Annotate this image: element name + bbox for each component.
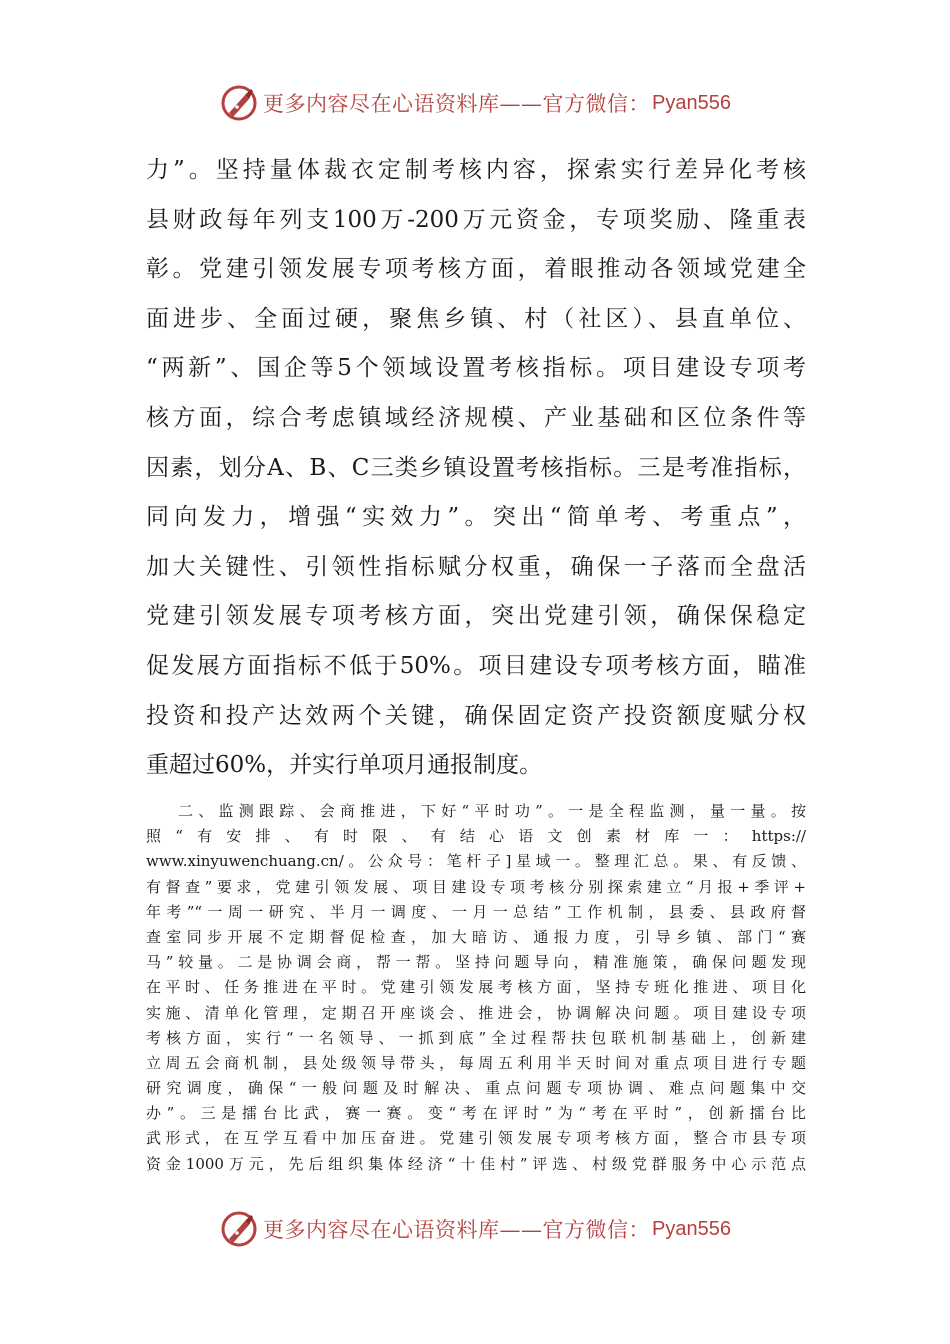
- text-line: 党建引领发展专项考核方面，突出党建引领，确保保稳定: [146, 603, 806, 630]
- text-line: 在平时、任务推进在平时。党建引领发展考核方面，坚持专班化推进、项目化: [146, 978, 806, 997]
- text-line: 面进步、全面过硬，聚焦乡镇、村（社区）、县直单位、: [146, 305, 806, 332]
- text-line: 重超过60%，并实行单项月通报制度。: [146, 752, 543, 779]
- text-line: 查室同步开展不定期督促检查，加大暗访、通报力度，引导乡镇、部门“赛: [146, 927, 806, 946]
- text-line: 因素，划分A、B、C三类乡镇设置考核指标。三是考准指标，: [146, 454, 806, 481]
- pen-nib-logo-icon: [219, 83, 259, 123]
- text-line: 照“有安排、有时限、有结心语文创素材库一：https://: [146, 827, 806, 846]
- banner-wechat-id: Pyan556: [652, 1217, 731, 1240]
- pen-nib-logo-icon: [219, 1209, 259, 1249]
- text-line: 有督查”要求，党建引领发展、项目建设专项考核分别探索建立“月报+季评+: [146, 877, 806, 896]
- text-line: 促发展方面指标不低于50%。项目建设专项考核方面，瞄准: [146, 652, 806, 679]
- text-line: 力”。坚持量体裁衣定制考核内容，探索实行差异化考核: [146, 157, 806, 183]
- text-line: 武形式，在互学互看中加压奋进。党建引领发展专项考核方面，整合市县专项: [146, 1129, 806, 1148]
- text-line: 考核方面，实行“一名领导、一抓到底”全过程帮扶包联机制基础上，创新建: [146, 1028, 806, 1047]
- text-line: 年考”“一周一研究、半月一调度、一月一总结”工作机制，县委、县政府督: [146, 902, 806, 921]
- header-banner: [0, 80, 950, 126]
- text-line: 投资和投产达效两个关键，确保固定资产投资额度赋分权: [146, 702, 806, 729]
- text-line: “两新”、国企等5个领域设置考核指标。项目建设专项考: [146, 355, 806, 382]
- banner-title: 更多内容尽在心语资料库——官方微信：: [263, 92, 651, 116]
- text-line: 县财政每年列支100万-200万元资金，专项奖励、隆重表: [146, 206, 806, 233]
- text-line: www.xinyuwenchuang.cn/。公众号：笔杆子]星域一。整理汇总。果、有反馈、: [146, 852, 806, 871]
- banner-wechat-id: Pyan556: [652, 91, 731, 114]
- text-line: 资金1000万元，先后组织集体经济“十佳村”评选、村级党群服务中心示范点: [146, 1154, 806, 1173]
- main-paragraph: [146, 146, 806, 791]
- text-line: 办”。三是擂台比武，赛一赛。变“考在评时”为“考在平时”，创新擂台比: [146, 1104, 806, 1123]
- text-line: 实施、清单化管理，定期召开座谈会、推进会，协调解决问题。项目建设专项: [146, 1003, 806, 1022]
- text-line: 彰。党建引领发展专项考核方面，着眼推动各领域党建全: [146, 256, 806, 283]
- text-line: 二、监测跟踪、会商推进，下好“平时功”。一是全程监测，量一量。按: [178, 802, 806, 820]
- text-line: 同向发力，增强“实效力”。突出“简单考、考重点”，: [146, 504, 806, 531]
- text-line: 马”较量。二是协调会商，帮一帮。坚持问题导向，精准施策，确保问题发现: [146, 953, 806, 972]
- section-paragraph: [146, 799, 806, 1177]
- footer-banner: [0, 1206, 950, 1252]
- text-line: 立周五会商机制，县处级领导带头，每周五利用半天时间对重点项目进行专题: [146, 1053, 806, 1072]
- text-line: 研究调度，确保“一般问题及时解决、重点问题专项协调、难点问题集中交: [146, 1079, 806, 1098]
- banner-title: 更多内容尽在心语资料库——官方微信：: [263, 1218, 651, 1242]
- text-line: 加大关键性、引领性指标赋分权重，确保一子落而全盘活: [146, 553, 806, 580]
- text-line: 核方面，综合考虑镇域经济规模、产业基础和区位条件等: [146, 404, 806, 431]
